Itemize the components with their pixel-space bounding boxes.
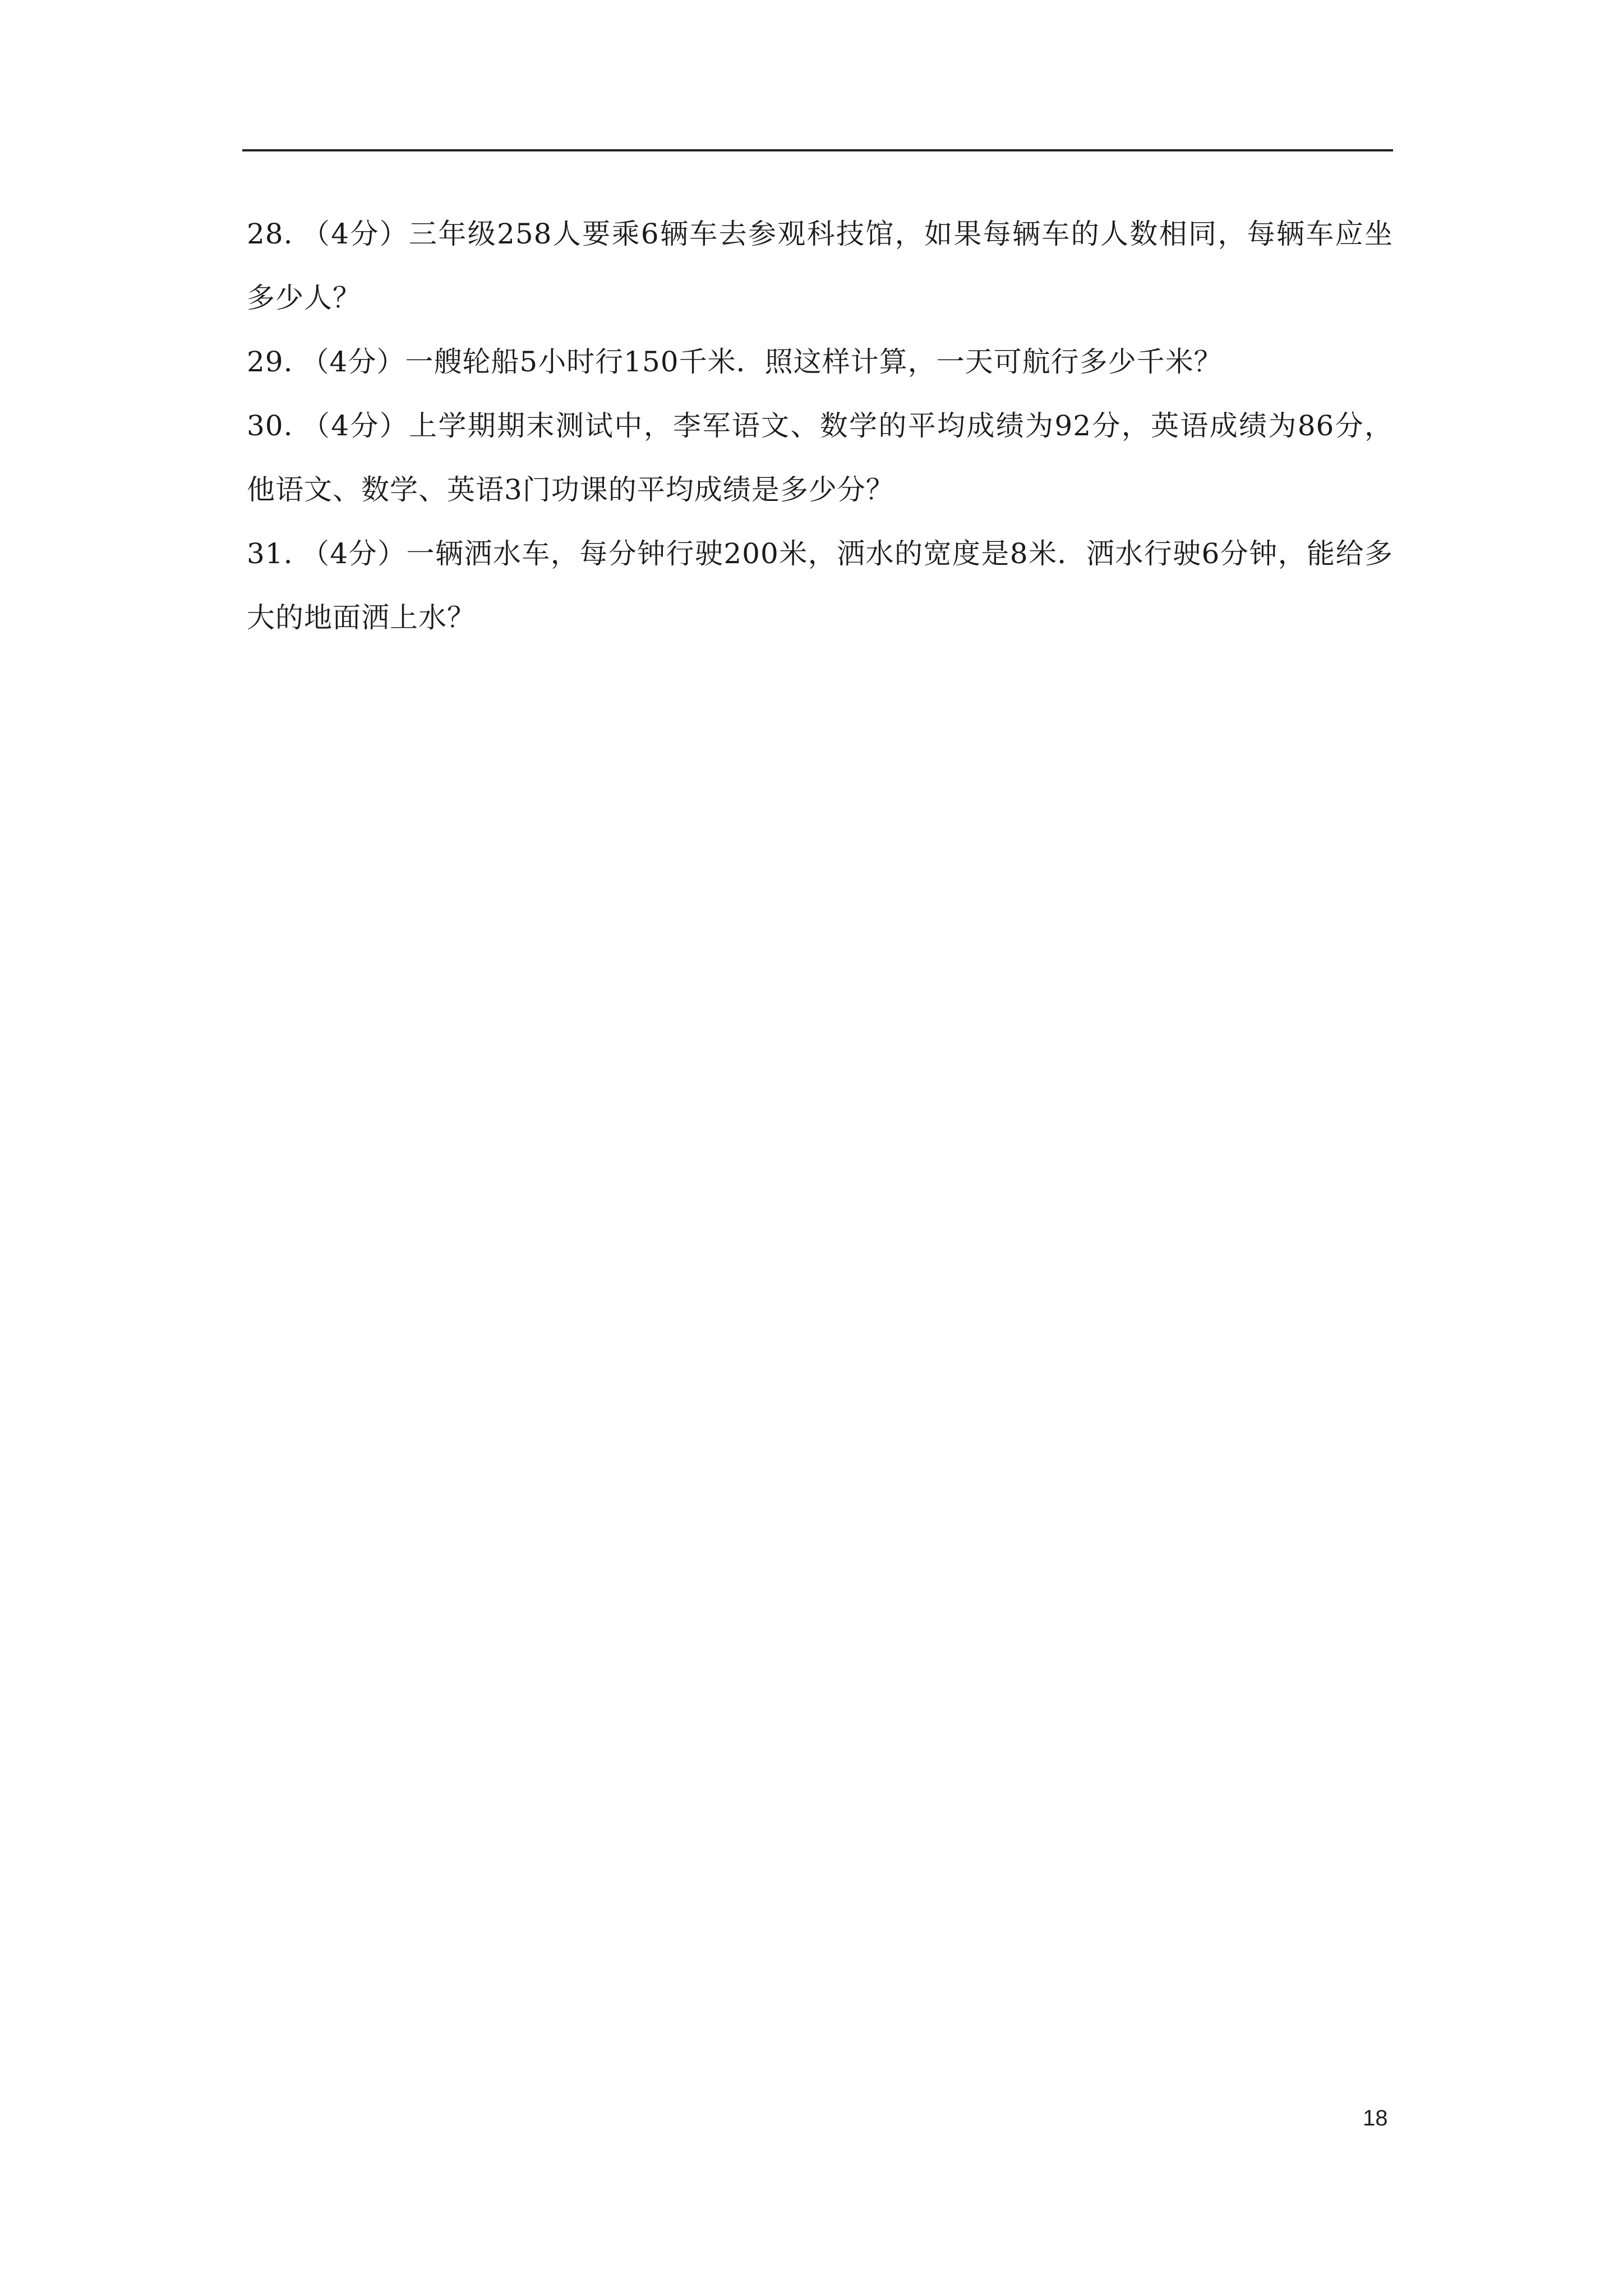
question-text: （4分）一艘轮船5小时行150千米．照这样计算，一天可航行多少千米？ [301, 346, 1223, 378]
question-30 [247, 394, 1393, 522]
question-text: （4分）一辆洒水车，每分钟行驶200米，洒水的宽度是8米．洒水行驶6分钟，能给多大的地面洒上水？ [247, 537, 1393, 634]
question-text: （4分）三年级258人要乘6辆车去参观科技馆，如果每辆车的人数相同，每辆车应坐多少人？ [247, 218, 1393, 314]
question-number: 28. [247, 218, 293, 250]
question-number: 31. [247, 537, 293, 570]
page-number: 18 [1363, 2106, 1388, 2131]
question-list [247, 202, 1393, 650]
question-31 [247, 522, 1393, 650]
header-rule [242, 149, 1393, 151]
question-number: 30. [247, 409, 293, 442]
question-29 [247, 330, 1393, 394]
question-28 [247, 202, 1393, 330]
question-number: 29. [247, 346, 293, 378]
question-text: （4分）上学期期末测试中，李军语文、数学的平均成绩为92分，英语成绩为86分，他语文、数学、英语3门功课的平均成绩是多少分？ [247, 409, 1393, 506]
